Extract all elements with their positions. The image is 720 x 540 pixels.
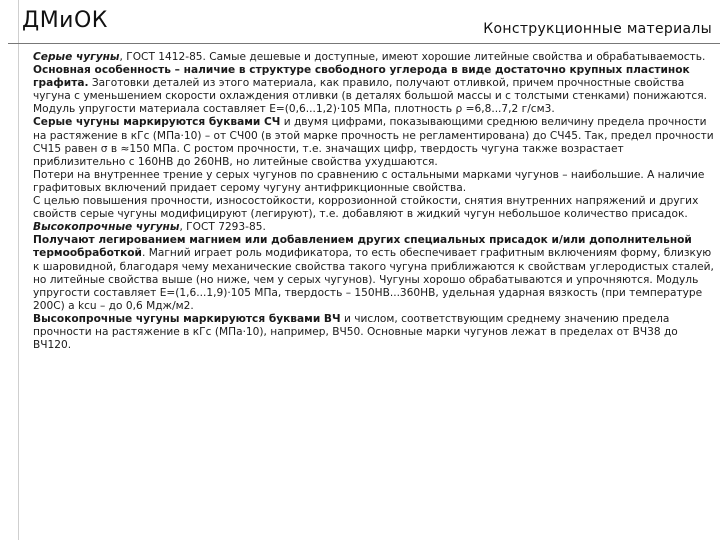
paragraph-internal-friction: [33, 169, 717, 195]
key-statement: Серые чугуны маркируются буквами СЧ: [33, 116, 281, 129]
slide-body: [33, 51, 717, 352]
paragraph-text: С целью повышения прочности, износостойкости, коррозионной стойкости, снятия внутренних напряжений и других свойств серые чугуны модифицируют (легируют), т.е. добавляют в жидкий чугун небольшое количество присадок.: [33, 195, 699, 221]
key-statement: Получают легированием магнием или добавлением других специальных присадок и/или дополнительной термообработкой: [33, 234, 692, 260]
header-divider: [8, 43, 720, 44]
left-guide-line: [18, 0, 19, 540]
key-statement: Основная особенность – наличие в структуре свободного углерода в виде достаточно крупных пластинок графита.: [33, 64, 690, 90]
paragraph-text: и двумя цифрами, показывающими среднюю величину предела прочности на растяжение в кГс (МПа·10) – от СЧ00 (в этой марке прочность не регламентирована) до СЧ45. Так, предел прочности СЧ15 равен σ в ≈150 МПа. С ростом прочности, т.е. значащих цифр, твердость чугуна также возрастает приблизительно с 160НВ до 260НВ, но литейные свойства ухудшаются.: [33, 116, 714, 168]
paragraph-text: и числом, соответствующим среднему значению предела прочности на растяжение в кГс (МПа·10), например, ВЧ50. Основные марки чугунов лежат в пределах от ВЧ38 до ВЧ120.: [33, 312, 678, 352]
paragraph-gray-iron-marking: [33, 116, 717, 168]
term-ductile-iron: Высокопрочные чугуны: [33, 221, 180, 234]
paragraph-main-feature: [33, 64, 717, 116]
paragraph-ductile-iron-production: [33, 234, 717, 313]
paragraph-text: , ГОСТ 7293-85.: [179, 221, 266, 234]
slide-title: Конструкционные материалы: [483, 21, 712, 37]
paragraph-text: Заготовки деталей из этого материала, как правило, получают отливкой, причем прочностные свойства чугуна с уменьшением скорости охлаждения отливки (в деталях большой массы и с толстыми стенками) понижаются. Модуль упругости материала составляет E=(0,6...1,2)·105 МПа, плотность ρ =6,8...7,2 г/см3.: [33, 77, 707, 116]
logo-text: ДМиОК: [22, 8, 108, 33]
paragraph-modification: [33, 195, 717, 221]
term-gray-iron: Серые чугуны: [33, 51, 120, 63]
paragraph-text: Потери на внутреннее трение у серых чугунов по сравнению с остальными марками чугунов – наибольшие. А наличие графитовых включений придает серому чугуну антифрикционные свойства.: [33, 168, 705, 194]
slide-header: [0, 0, 720, 42]
paragraph-gray-iron-intro: [33, 51, 717, 64]
paragraph-ductile-iron-intro: [33, 221, 717, 234]
paragraph-text: . Магний играет роль модификатора, то есть обеспечивает графитным включениям форму, близкую к шаровидной, благодаря чему механические свойства такого чугуна приближаются к свойствам углеродистых сталей, но литейные свойства выше (но ниже, чем у серых чугунов). Чугуны хорошо обрабатываются и упрочняются. Модуль упругости составляет E=(1,6...1,9)·105 МПа, твердость – 150НВ...360НВ, удельная ударная вязкость (при температуре 200С) a kcu – до 0,6 Мдж/м2.: [33, 247, 714, 312]
paragraph-text: , ГОСТ 1412-85. Самые дешевые и доступные, имеют хорошие литейные свойства и обрабатываемость.: [119, 51, 706, 63]
key-statement: Высокопрочные чугуны маркируются буквами ВЧ: [33, 312, 341, 325]
paragraph-ductile-iron-marking: [33, 313, 717, 352]
